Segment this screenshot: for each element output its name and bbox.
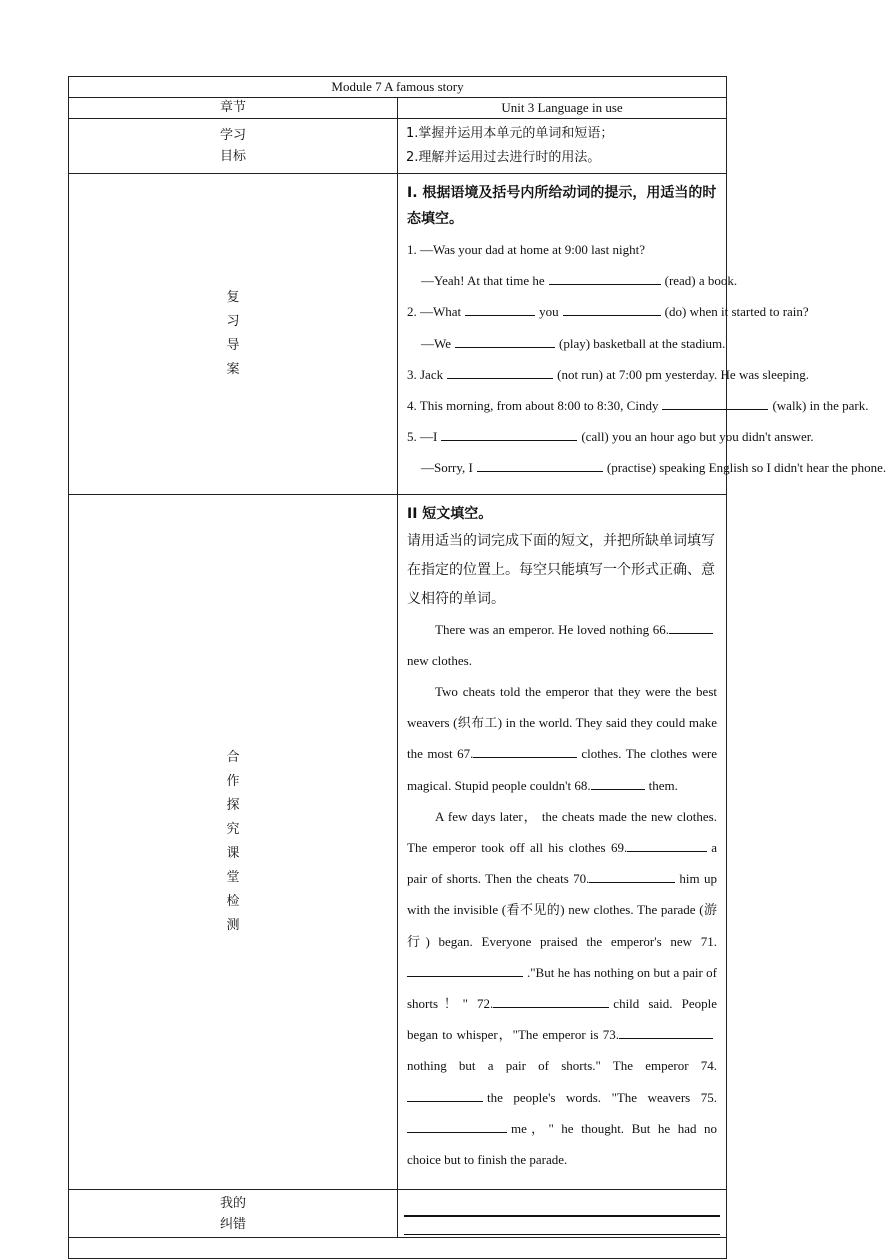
goals-content (398, 119, 727, 174)
answer-blank[interactable] (477, 459, 603, 472)
unit-title: Unit 3 Language in use (398, 98, 727, 119)
question-text: 2. —What (407, 304, 462, 320)
module-title: Module 7 A famous story (69, 77, 727, 98)
corrections-label-line: 纠错 (219, 1216, 246, 1232)
section-label: 章节 (69, 98, 398, 119)
question-1a: 1. —Was your dad at home at 9:00 last night? (407, 242, 645, 257)
label-char: 习 (226, 313, 240, 329)
question-text: 4. This morning, from about 8:00 to 8:30, Cindy (407, 398, 659, 414)
writing-line (404, 1215, 720, 1217)
question-text: (read) a book. (664, 273, 738, 289)
goal-item: 1.掌握并运用本单元的单词和短语； (406, 126, 614, 141)
question-text: —Sorry, I (421, 460, 473, 476)
writing-line (404, 1234, 720, 1235)
question-text: (walk) in the park. (772, 398, 869, 414)
cloze-instruction: 请用适当的词完成下面的短文，并把所缺单词填写在指定的位置上。每空只能填写一个形式正确、意义相符的单词。 (407, 532, 715, 607)
passage-text: child said. People began to whisper，"The emperor is 73. (407, 996, 717, 1043)
question-4 (407, 390, 869, 421)
answer-blank[interactable] (591, 777, 645, 790)
question-text: you (539, 304, 559, 320)
passage-text: a pair of shorts. Then the cheats 70. (407, 840, 717, 887)
cloze-paragraph-1 (407, 614, 717, 676)
question-3 (407, 359, 809, 390)
answer-blank[interactable] (589, 870, 675, 883)
corrections-label (69, 1190, 398, 1238)
answer-blank[interactable] (619, 1026, 713, 1039)
question-text: —We (421, 335, 451, 351)
corrections-label-line: 我的 (219, 1195, 246, 1211)
label-char: 探 (226, 797, 240, 813)
question-text: (do) when it started to rain? (664, 304, 809, 320)
question-text: (play) basketball at the stadium. (559, 335, 726, 351)
passage-text: A few days later， the cheats made the new clothes. The emperor took off all his clothes 69. (407, 808, 717, 856)
label-char: 堂 (226, 869, 240, 885)
answer-blank[interactable] (669, 621, 713, 634)
worksheet-table (68, 76, 886, 1259)
question-text: (not run) at 7:00 pm yesterday. He was sleeping. (557, 366, 809, 382)
passage-text: new clothes. (407, 652, 472, 668)
answer-blank[interactable] (407, 1120, 507, 1133)
answer-blank[interactable] (447, 366, 553, 379)
passage-text: There was an emperor. He loved nothing 66. (435, 621, 669, 637)
goals-label-line: 目标 (219, 149, 246, 164)
goal-item: 2.理解并运用过去进行时的用法。 (406, 150, 601, 165)
answer-blank[interactable] (563, 303, 661, 316)
question-text: —Yeah! At that time he (421, 273, 545, 289)
answer-blank[interactable] (455, 335, 555, 348)
label-char: 究 (226, 821, 240, 837)
label-char: 案 (226, 361, 240, 377)
answer-blank[interactable] (473, 745, 577, 758)
question-5a (407, 421, 814, 452)
corrections-area[interactable] (398, 1190, 727, 1238)
label-char: 作 (226, 773, 240, 789)
goals-label-line: 学习 (219, 128, 246, 143)
answer-blank[interactable] (441, 428, 577, 441)
question-5b (407, 452, 886, 483)
passage-text: nothing but a pair of shorts." The emperor 74. (407, 1058, 717, 1074)
label-char: 导 (226, 337, 240, 353)
review-section (398, 174, 886, 495)
cloze-paragraph-3 (407, 801, 717, 1175)
answer-blank[interactable] (493, 995, 609, 1008)
cloze-paragraph-2 (407, 676, 717, 801)
answer-blank[interactable] (662, 397, 768, 410)
label-char: 课 (226, 845, 240, 861)
question-text: 5. —I (407, 429, 438, 445)
label-char: 复 (226, 289, 240, 305)
answer-blank[interactable] (407, 964, 523, 977)
question-2b (407, 328, 726, 359)
goals-label (69, 119, 398, 174)
footer-empty-row (69, 1238, 727, 1259)
cloze-section (398, 494, 727, 1190)
answer-blank[interactable] (549, 272, 661, 285)
review-title: Ⅰ. 根据语境及括号内所给动词的提示，用适当的时态填空。 (407, 185, 717, 227)
question-1b (407, 265, 738, 296)
question-text: (practise) speaking English so I didn't hear the phone. (606, 460, 886, 476)
answer-blank[interactable] (407, 1089, 483, 1102)
question-2a (407, 296, 809, 327)
passage-text: Two cheats told the emperor that they were the best weavers (织布工) in the world. They said they could make the most 67. (407, 684, 717, 762)
passage-text: him up with the invisible (看不见的) new clothes. The parade (游行) began. Everyone praised the emperor's new 71. (407, 871, 717, 949)
question-text: (call) you an hour ago but you didn't answer. (581, 429, 814, 445)
classroom-test-label (69, 494, 398, 1190)
answer-blank[interactable] (627, 839, 707, 852)
question-text: 3. Jack (407, 366, 444, 382)
review-label (69, 174, 398, 495)
label-char: 检 (226, 893, 240, 909)
passage-text: me，" he thought. But he had no choice but to finish the parade. (407, 1120, 717, 1168)
passage-text: the people's words. "The weavers 75. (487, 1089, 717, 1105)
passage-text: clothes. The clothes were magical. Stupid people couldn't 68. (407, 746, 717, 793)
passage-text: them. (648, 777, 678, 793)
passage-text: ."But he has nothing on but a pair of shorts！" 72. (407, 964, 717, 1012)
label-char: 合 (226, 749, 240, 765)
answer-blank[interactable] (465, 303, 535, 316)
cloze-title: II 短文填空。 (407, 505, 493, 522)
label-char: 测 (226, 917, 240, 933)
